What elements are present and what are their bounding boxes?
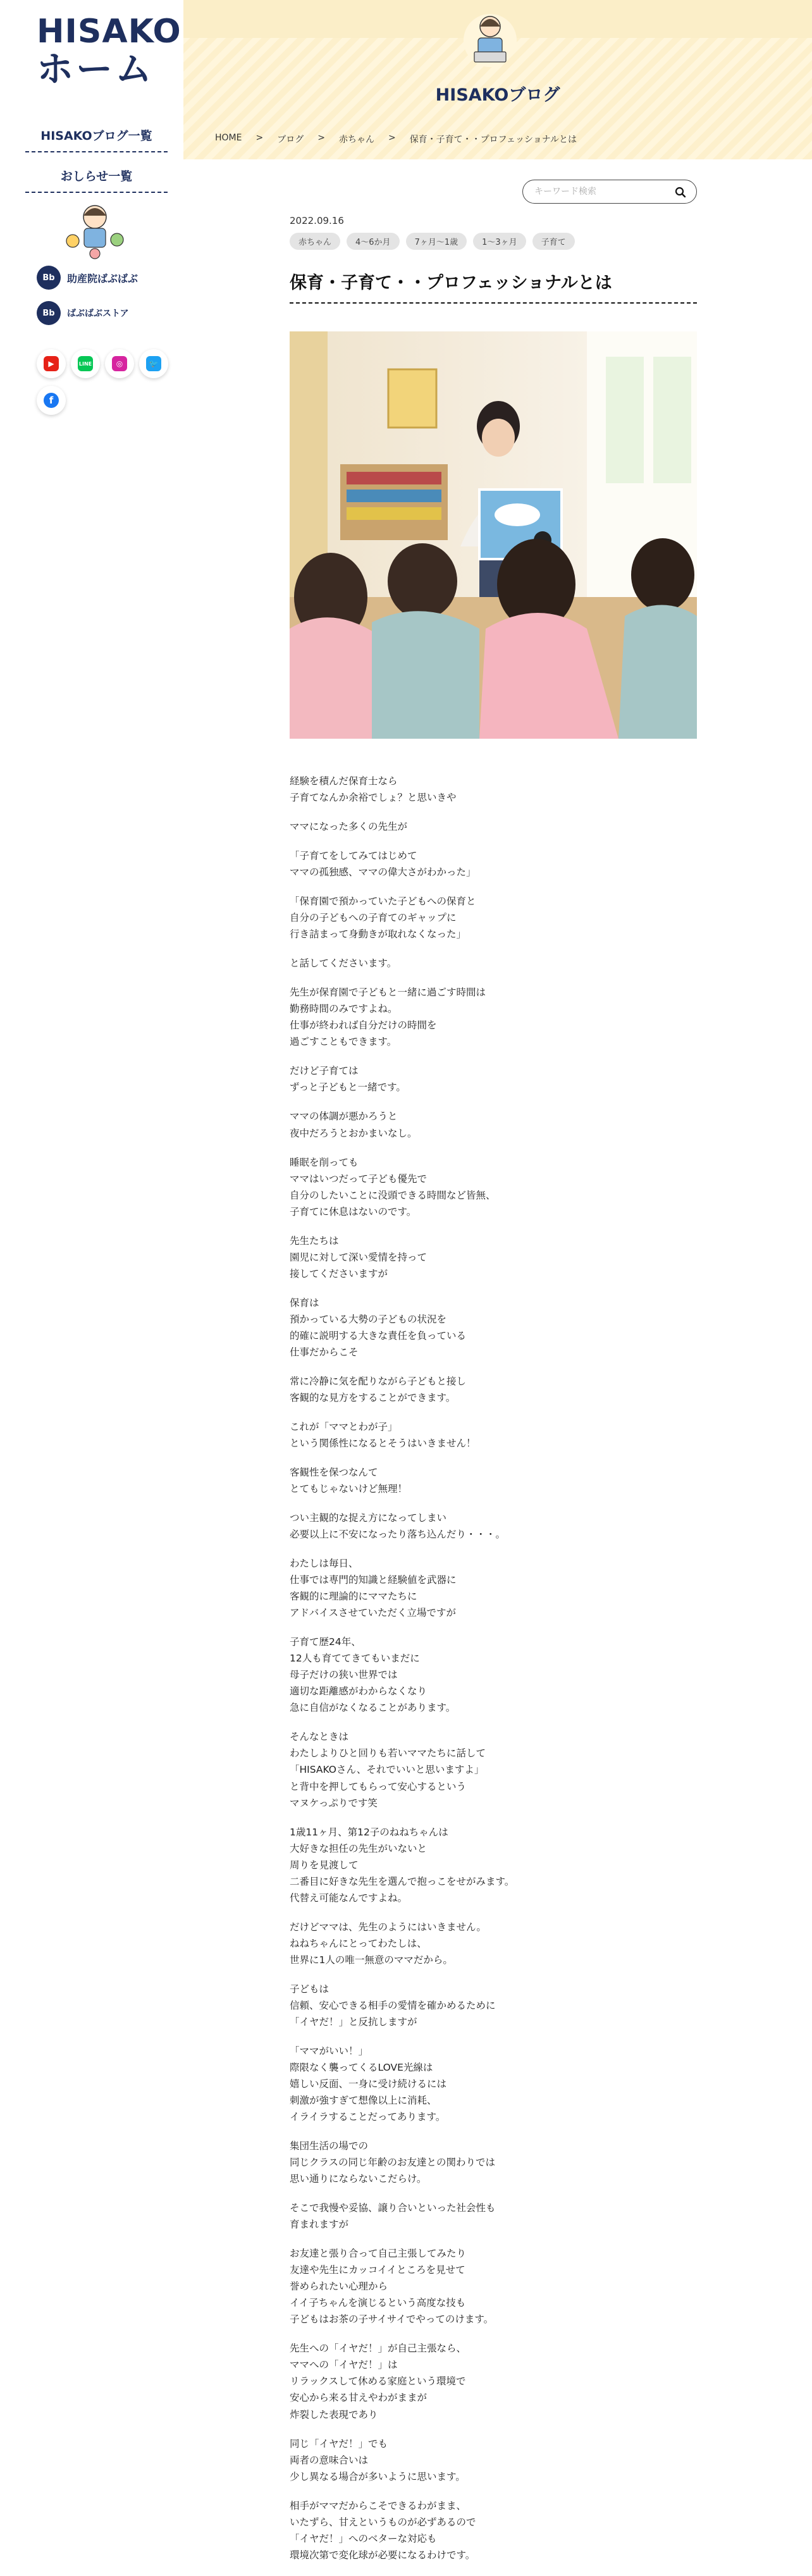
tag-list: [290, 233, 697, 250]
facebook-link[interactable]: [37, 386, 66, 415]
article: [290, 215, 697, 2576]
mascot-illustration: [60, 199, 130, 259]
breadcrumb: [215, 133, 577, 145]
sidebar: [0, 0, 183, 2436]
sidebar-item-blog-list[interactable]: HISAKOブログ一覧: [25, 126, 168, 152]
article-paragraph: 先生たちは 園児に対して深い愛情を持って 接してくださいますが: [290, 1235, 428, 1279]
babu-logo-icon: Bb: [37, 301, 61, 325]
page-title: HISAKOブログ: [435, 85, 560, 105]
article-paragraph: ママの体調が悪かろうと 夜中だろうとおかまいなし。: [290, 1111, 417, 1139]
sidebar-item-news-list[interactable]: おしらせ一覧: [25, 167, 168, 193]
article-paragraph: お友達と張り合って自己主張してみたり 友達や先生にカッコイイところを見せて 誉められたい心理から イイ子ちゃんを演じるという高度な技も 子どもはお茶の子サイサイでやってのけます。: [290, 2248, 494, 2326]
site-logo[interactable]: [37, 13, 181, 90]
instagram-link[interactable]: [105, 349, 134, 378]
article-paragraph: そこで我慢や妥協、譲り合いといった社会性も 育まれますが: [290, 2202, 496, 2231]
logo-line2: ホーム: [37, 47, 155, 90]
article-title: 保育・子育て・・プロフェッショナルとは: [290, 269, 697, 304]
logo-line1: HISAKO: [37, 13, 181, 51]
article-paragraph: ママになった多くの先生が: [290, 821, 408, 833]
line-icon: LINE: [78, 356, 93, 371]
article-paragraph: 相手がママだからこそできるわがまま、 いたずら、甘えというものが必ずあるので 「イヤだ！」へのベターな対応も 環境次第で変化球が必要になるわけです。: [290, 2499, 476, 2561]
breadcrumb-separator: >: [317, 133, 325, 143]
search-box: [522, 180, 697, 204]
article-paragraph: 客観性を保つなんて とてもじゃないけど無理！: [290, 1467, 408, 1495]
instagram-icon: ◎: [112, 356, 127, 371]
search-input[interactable]: [534, 185, 674, 198]
article-paragraph: 常に冷静に気を配りながら子どもと接し 客観的な見方をすることができます。: [290, 1375, 467, 1403]
tag-chip[interactable]: 7ヶ月〜1歳: [406, 233, 467, 250]
blog-mascot-illustration: [455, 8, 525, 71]
breadcrumb-blog[interactable]: ブログ: [277, 135, 304, 145]
partner-label: ばぶばぶストア: [67, 309, 129, 319]
article-paragraph: これが「ママとわが子」 という関係性になるとそうはいきません！: [290, 1420, 476, 1449]
article-paragraph: だけどママは、先生のようにはいきません。 ねねちゃんにとってわたしは、 世界に1人の唯一無意のママだから。: [290, 1921, 486, 1966]
article-paragraph: だけど子育ては ずっと子どもと一緒です。: [290, 1065, 406, 1094]
tag-chip[interactable]: 1〜3ヶ月: [473, 233, 526, 250]
partner-label: 助産院ばぶばぶ: [67, 272, 138, 285]
article-paragraph: 「ママがいい！」 際限なく襲ってくるLOVE光線は 嬉しい反面、一身に受け続けるには 刺激が強すぎて想像以上に消耗、 イライラすることだってあります。: [290, 2045, 447, 2123]
partner-link-midwife[interactable]: [37, 266, 138, 290]
facebook-icon: f: [44, 393, 59, 408]
article-paragraph: 睡眠を削っても ママはいつだって子ども優先で 自分のしたいことに没頭できる時間など皆無、 子育てに休息はないのです。: [290, 1156, 496, 1217]
article-body: [290, 773, 697, 2563]
breadcrumb-separator: >: [255, 133, 264, 143]
article-paragraph: 1歳11ヶ月、第12子のねねちゃんは 大好きな担任の先生がいないと 周りを見渡して 二番目に好きな先生を選んで抱っこをせがみます。 代替え可能なんですよね。: [290, 1826, 515, 1904]
breadcrumb-home[interactable]: HOME: [215, 133, 242, 143]
article-photo: [290, 331, 697, 739]
article-paragraph: わたしは毎日、 仕事では専門的知識と経験値を武器に 客観的に理論的にママたちに アドバイスさせていただく立場ですが: [290, 1558, 457, 1619]
twitter-icon: 🐦: [146, 356, 161, 371]
search-icon[interactable]: [675, 187, 686, 198]
youtube-icon: ▶: [44, 356, 59, 371]
partner-link-store[interactable]: [37, 301, 129, 325]
article-paragraph: 先生が保育園で子どもと一緒に過ごす時間は 勤務時間のみですよね。 仕事が終われば自分だけの時間を 過ごすこともできます。: [290, 987, 486, 1048]
line-link[interactable]: [71, 349, 100, 378]
babu-logo-icon: Bb: [37, 266, 61, 290]
article-paragraph: 集団生活の場での 同じクラスの同じ年齢のお友達との関わりでは 思い通りにならないこだらけ。: [290, 2140, 496, 2185]
breadcrumb-baby[interactable]: 赤ちゃん: [338, 135, 374, 145]
tag-chip[interactable]: 赤ちゃん: [290, 233, 340, 250]
breadcrumb-current: 保育・子育て・・プロフェッショナルとは: [409, 135, 577, 145]
article-paragraph: つい主観的な捉え方になってしまい 必要以上に不安になったり落ち込んだり・・・。: [290, 1512, 506, 1541]
article-paragraph: 同じ「イヤだ！」でも 両者の意味合いは 少し異なる場合が多いように思います。: [290, 2437, 465, 2482]
article-paragraph: 「保育園で預かっていた子どもへの保育と 自分の子どもへの子育てのギャップに 行き詰まって身動きが取れなくなった」: [290, 896, 476, 940]
post-date: 2022.09.16: [290, 215, 344, 226]
article-paragraph: 保育は 預かっている大勢の子どもの状況を 的確に説明する大きな責任を負っている 仕事だからこそ: [290, 1297, 467, 1358]
page-header: [183, 0, 812, 159]
article-paragraph: 子どもは 信頼、安心できる相手の愛情を確かめるために 「イヤだ！」と反抗しますが: [290, 1983, 496, 2028]
youtube-link[interactable]: [37, 349, 66, 378]
article-paragraph: 「子育てをしてみてはじめて ママの孤独感、ママの偉大さがわかった」: [290, 850, 476, 878]
article-paragraph: 子育て歴24年、 12人も育ててきてもいまだに 母子だけの狭い世界では 適切な距離感がわからなくなり 急に自信がなくなることがあります。: [290, 1636, 456, 1714]
twitter-link[interactable]: [139, 349, 168, 378]
article-paragraph: と話してくださいます。: [290, 958, 397, 970]
article-paragraph: 経験を積んだ保育士なら 子育てなんか余裕でしょ？と思いきや: [290, 775, 457, 804]
tag-chip[interactable]: 子育て: [532, 233, 575, 250]
breadcrumb-separator: >: [388, 133, 396, 143]
article-paragraph: そんなときは わたしよりひと回りも若いママたちに話して 「HISAKOさん、それでいいと思いますよ」 と背中を押してもらって安心するという マヌケっぷりです笑: [290, 1731, 486, 1809]
article-paragraph: 先生への「イヤだ！」が自己主張なら、 ママへの「イヤだ！」は リラックスして休める家庭という環境で 安心から来る甘えやわがままが 炸裂した表現であり: [290, 2343, 467, 2420]
tag-chip[interactable]: 4〜6か月: [347, 233, 400, 250]
